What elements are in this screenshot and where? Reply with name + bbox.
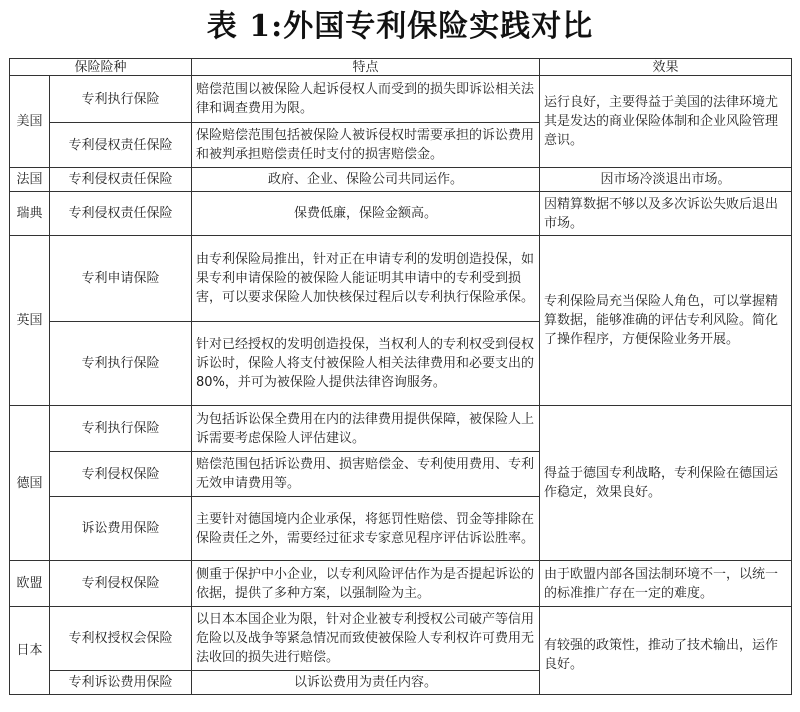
table-row [10,406,792,452]
feature-cell: 主要针对德国境内企业承保，将惩罚性赔偿、罚金等排除在保险责任之外，需要经过征求专家意见程序评估诉讼胜率。 [192,497,540,561]
table-row [10,168,792,192]
effect-cell: 因精算数据不够以及多次诉讼失败后退出市场。 [540,192,792,236]
header-row [10,59,792,76]
insurance-type-cell: 专利诉讼费用保险 [50,671,192,695]
feature-cell: 侧重于保护中小企业，以专利风险评估作为是否提起诉讼的依据，提供了多种方案，以强制险为主。 [192,561,540,607]
country-cell: 瑞典 [10,192,50,236]
comparison-table [9,58,792,695]
effect-cell: 专利保险局充当保险人角色，可以掌握精算数据，能够准确的评估专利风险。简化了操作程序，方便保险业务开展。 [540,236,792,406]
effect-cell: 有较强的政策性，推动了技术输出，运作良好。 [540,607,792,695]
country-cell: 法国 [10,168,50,192]
table-row [10,607,792,671]
insurance-type-cell: 专利侵权责任保险 [50,123,192,168]
feature-cell: 以日本本国企业为限，针对企业被专利授权公司破产等信用危险以及战争等紧急情况而致使被保险人专利权许可费用无法收回的损失进行赔偿。 [192,607,540,671]
insurance-type-cell: 专利侵权责任保险 [50,168,192,192]
insurance-type-cell: 专利侵权保险 [50,561,192,607]
table-row [10,561,792,607]
feature-cell: 赔偿范围包括诉讼费用、损害赔偿金、专利使用费用、专利无效申请费用等。 [192,452,540,497]
effect-cell: 由于欧盟内部各国法制环境不一，以统一的标准推广存在一定的难度。 [540,561,792,607]
feature-cell: 以诉讼费用为责任内容。 [192,671,540,695]
insurance-type-cell: 专利侵权责任保险 [50,192,192,236]
feature-cell: 由专利保险局推出，针对正在申请专利的发明创造投保，如果专利申请保险的被保险人能证明其申请中的专利受到损害，可以要求保险人加快核保过程后以专利执行保险承保。 [192,236,540,322]
feature-cell: 政府、企业、保险公司共同运作。 [192,168,540,192]
table-row [10,76,792,123]
feature-cell: 针对已经授权的发明创造投保，当权利人的专利权受到侵权诉讼时，保险人将支付被保险人相关法律费用和必要支出的80%，并可为被保险人提供法律咨询服务。 [192,322,540,406]
insurance-type-cell: 专利执行保险 [50,406,192,452]
feature-cell: 保费低廉，保险金额高。 [192,192,540,236]
country-cell: 英国 [10,236,50,406]
table-row [10,192,792,236]
country-cell: 欧盟 [10,561,50,607]
header-effect: 效果 [540,59,792,76]
feature-cell: 为包括诉讼保全费用在内的法律费用提供保障，被保险人上诉需要考虑保险人评估建议。 [192,406,540,452]
insurance-type-cell: 专利权授权会保险 [50,607,192,671]
country-cell: 德国 [10,406,50,561]
feature-cell: 赔偿范围以被保险人起诉侵权人而受到的损失即诉讼相关法律和调查费用为限。 [192,76,540,123]
country-cell: 美国 [10,76,50,168]
effect-cell: 得益于德国专利战略，专利保险在德国运作稳定，效果良好。 [540,406,792,561]
table-row [10,236,792,322]
effect-cell: 运行良好，主要得益于美国的法律环境尤其是发达的商业保险体制和企业风险管理意识。 [540,76,792,168]
feature-cell: 保险赔偿范围包括被保险人被诉侵权时需要承担的诉讼费用和被判承担赔偿责任时支付的损害赔偿金。 [192,123,540,168]
effect-cell: 因市场冷淡退出市场。 [540,168,792,192]
header-type: 保险险种 [10,59,192,76]
table-title: 表 1:外国专利保险实践对比 [206,9,594,44]
insurance-type-cell: 专利执行保险 [50,322,192,406]
insurance-type-cell: 诉讼费用保险 [50,497,192,561]
header-features: 特点 [192,59,540,76]
country-cell: 日本 [10,607,50,695]
insurance-type-cell: 专利侵权保险 [50,452,192,497]
insurance-type-cell: 专利执行保险 [50,76,192,123]
insurance-type-cell: 专利申请保险 [50,236,192,322]
